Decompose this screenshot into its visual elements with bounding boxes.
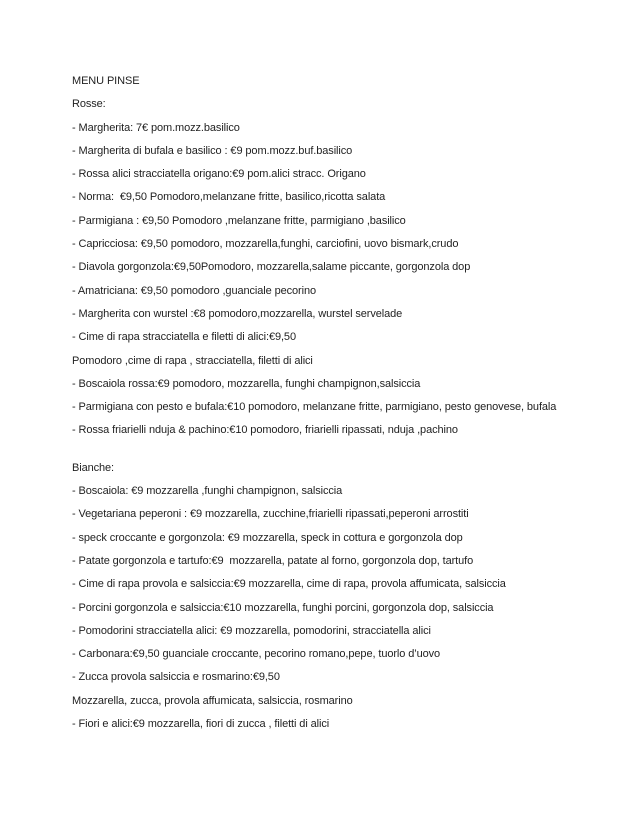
menu-line: - Boscaiola: €9 mozzarella ,funghi champignon, salsiccia (72, 485, 343, 498)
menu-line: Pomodoro ,cime di rapa , stracciatella, filetti di alici (72, 354, 313, 367)
menu-line: - Patate gorgonzola e tartufo:€9 mozzarella, patate al forno, gorgonzola dop, tartufo (72, 554, 474, 567)
menu-line: - Vegetariana peperoni : €9 mozzarella, zucchine,friarielli ripassati,peperoni arrostiti (72, 508, 469, 521)
menu-section-bianche (72, 461, 582, 731)
menu-line: - Capricciosa: €9,50 pomodoro, mozzarella,funghi, carciofini, uovo bismark,crudo (72, 238, 459, 251)
section-items-bianche (72, 484, 582, 731)
menu-line: - speck croccante e gorgonzola: €9 mozzarella, speck in cottura e gorgonzola dop (72, 531, 463, 544)
menu-line: - Zucca provola salsiccia e rosmarino:€9,50 (72, 671, 280, 684)
section-heading-bianche: Bianche: (72, 461, 115, 474)
menu-line: - Rossa friarielli nduja & pachino:€10 pomodoro, friarielli ripassati, nduja ,pachino (72, 424, 458, 437)
menu-line: - Margherita di bufala e basilico : €9 pom.mozz.buf.basilico (72, 144, 353, 157)
menu-line: - Boscaiola rossa:€9 pomodoro, mozzarella, funghi champignon,salsiccia (72, 377, 421, 390)
menu-line: - Margherita con wurstel :€8 pomodoro,mozzarella, wurstel servelade (72, 307, 403, 320)
section-heading-rosse: Rosse: (72, 98, 106, 111)
page-title: MENU PINSE (72, 75, 140, 87)
menu-line: - Norma: €9,50 Pomodoro,melanzane fritte, basilico,ricotta salata (72, 191, 386, 204)
menu-line: - Porcini gorgonzola e salsiccia:€10 mozzarella, funghi porcini, gorgonzola dop, salsiccia (72, 601, 494, 614)
section-items-rosse (72, 121, 582, 438)
menu-section-rosse (72, 97, 582, 437)
menu-line: - Cime di rapa stracciatella e filetti di alici:€9,50 (72, 331, 296, 344)
menu-line: - Parmigiana con pesto e bufala:€10 pomodoro, melanzane fritte, parmigiano, pesto genovese, bufala (72, 401, 557, 414)
menu-line: - Amatriciana: €9,50 pomodoro ,guanciale pecorino (72, 284, 316, 297)
menu-line: Mozzarella, zucca, provola affumicata, salsiccia, rosmarino (72, 694, 353, 707)
menu-line: - Pomodorini stracciatella alici: €9 mozzarella, pomodorini, stracciatella alici (72, 624, 431, 637)
menu-line: - Carbonara:€9,50 guanciale croccante, pecorino romano,pepe, tuorlo d’uovo (72, 648, 441, 661)
menu-line: - Fiori e alici:€9 mozzarella, fiori di zucca , filetti di alici (72, 718, 330, 731)
menu-line: - Rossa alici stracciatella origano:€9 pom.alici stracc. Origano (72, 168, 366, 181)
menu-line: - Diavola gorgonzola:€9,50Pomodoro, mozzarella,salame piccante, gorgonzola dop (72, 261, 471, 274)
menu-line: - Cime di rapa provola e salsiccia:€9 mozzarella, cime di rapa, provola affumicata, salsiccia (72, 578, 506, 591)
menu-line: - Parmigiana : €9,50 Pomodoro ,melanzane fritte, parmigiano ,basilico (72, 214, 406, 227)
menu-line: - Margherita: 7€ pom.mozz.basilico (72, 121, 240, 134)
